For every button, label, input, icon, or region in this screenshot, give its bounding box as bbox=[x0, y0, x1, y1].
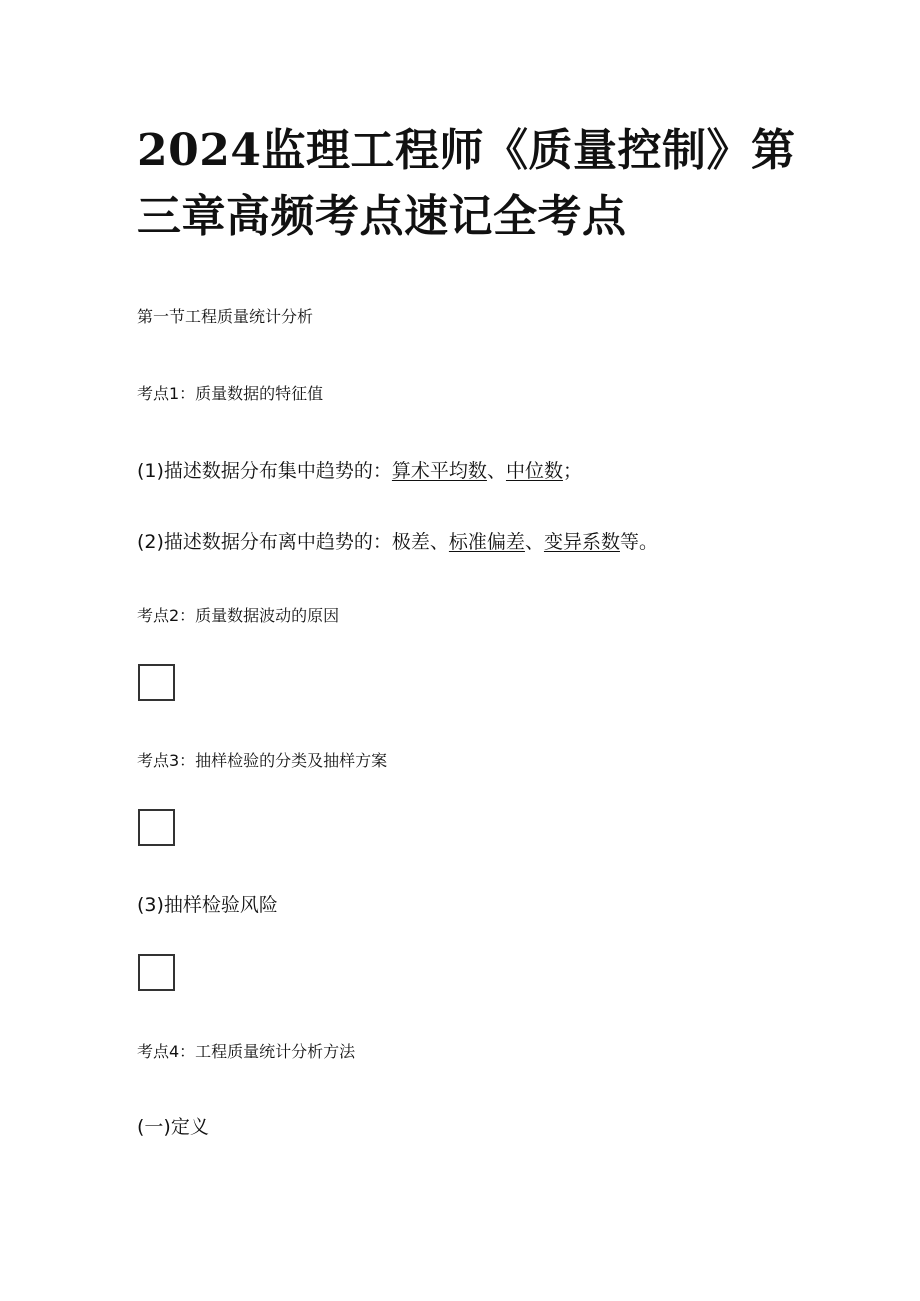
document-title: 2024监理工程师《质量控制》第三章高频考点速记全考点 bbox=[137, 125, 796, 242]
term-standard-deviation: 标准偏差 bbox=[448, 531, 525, 553]
point1-item1-end: ； bbox=[562, 460, 582, 482]
point3-sub-heading: (3)抽样检验风险 bbox=[137, 894, 278, 916]
term-arithmetic-mean: 算术平均数 bbox=[391, 460, 487, 482]
point1-item1 bbox=[137, 456, 582, 483]
point4-heading: 考点4：工程质量统计分析方法 bbox=[137, 1042, 356, 1061]
point1-item2-prefix: (2)描述数据分布离中趋势的：极差、 bbox=[137, 531, 449, 553]
point1-heading: 考点1：质量数据的特征值 bbox=[137, 384, 324, 403]
missing-image-placeholder bbox=[138, 809, 175, 846]
point1-item2 bbox=[137, 527, 658, 554]
point1-item2-end: 等。 bbox=[619, 531, 658, 553]
missing-image-placeholder bbox=[138, 664, 175, 701]
section-heading: 第一节工程质量统计分析 bbox=[137, 307, 314, 326]
point4-sub-heading: (一)定义 bbox=[137, 1116, 209, 1138]
point1-item1-separator: 、 bbox=[486, 460, 506, 482]
point1-item1-prefix: (1)描述数据分布集中趋势的： bbox=[137, 460, 392, 482]
point3-heading: 考点3：抽样检验的分类及抽样方案 bbox=[137, 751, 388, 770]
term-median: 中位数 bbox=[505, 460, 563, 482]
term-coefficient-of-variation: 变异系数 bbox=[543, 531, 620, 553]
point2-heading: 考点2：质量数据波动的原因 bbox=[137, 606, 340, 625]
point1-item2-separator: 、 bbox=[524, 531, 544, 553]
missing-image-placeholder bbox=[138, 954, 175, 991]
